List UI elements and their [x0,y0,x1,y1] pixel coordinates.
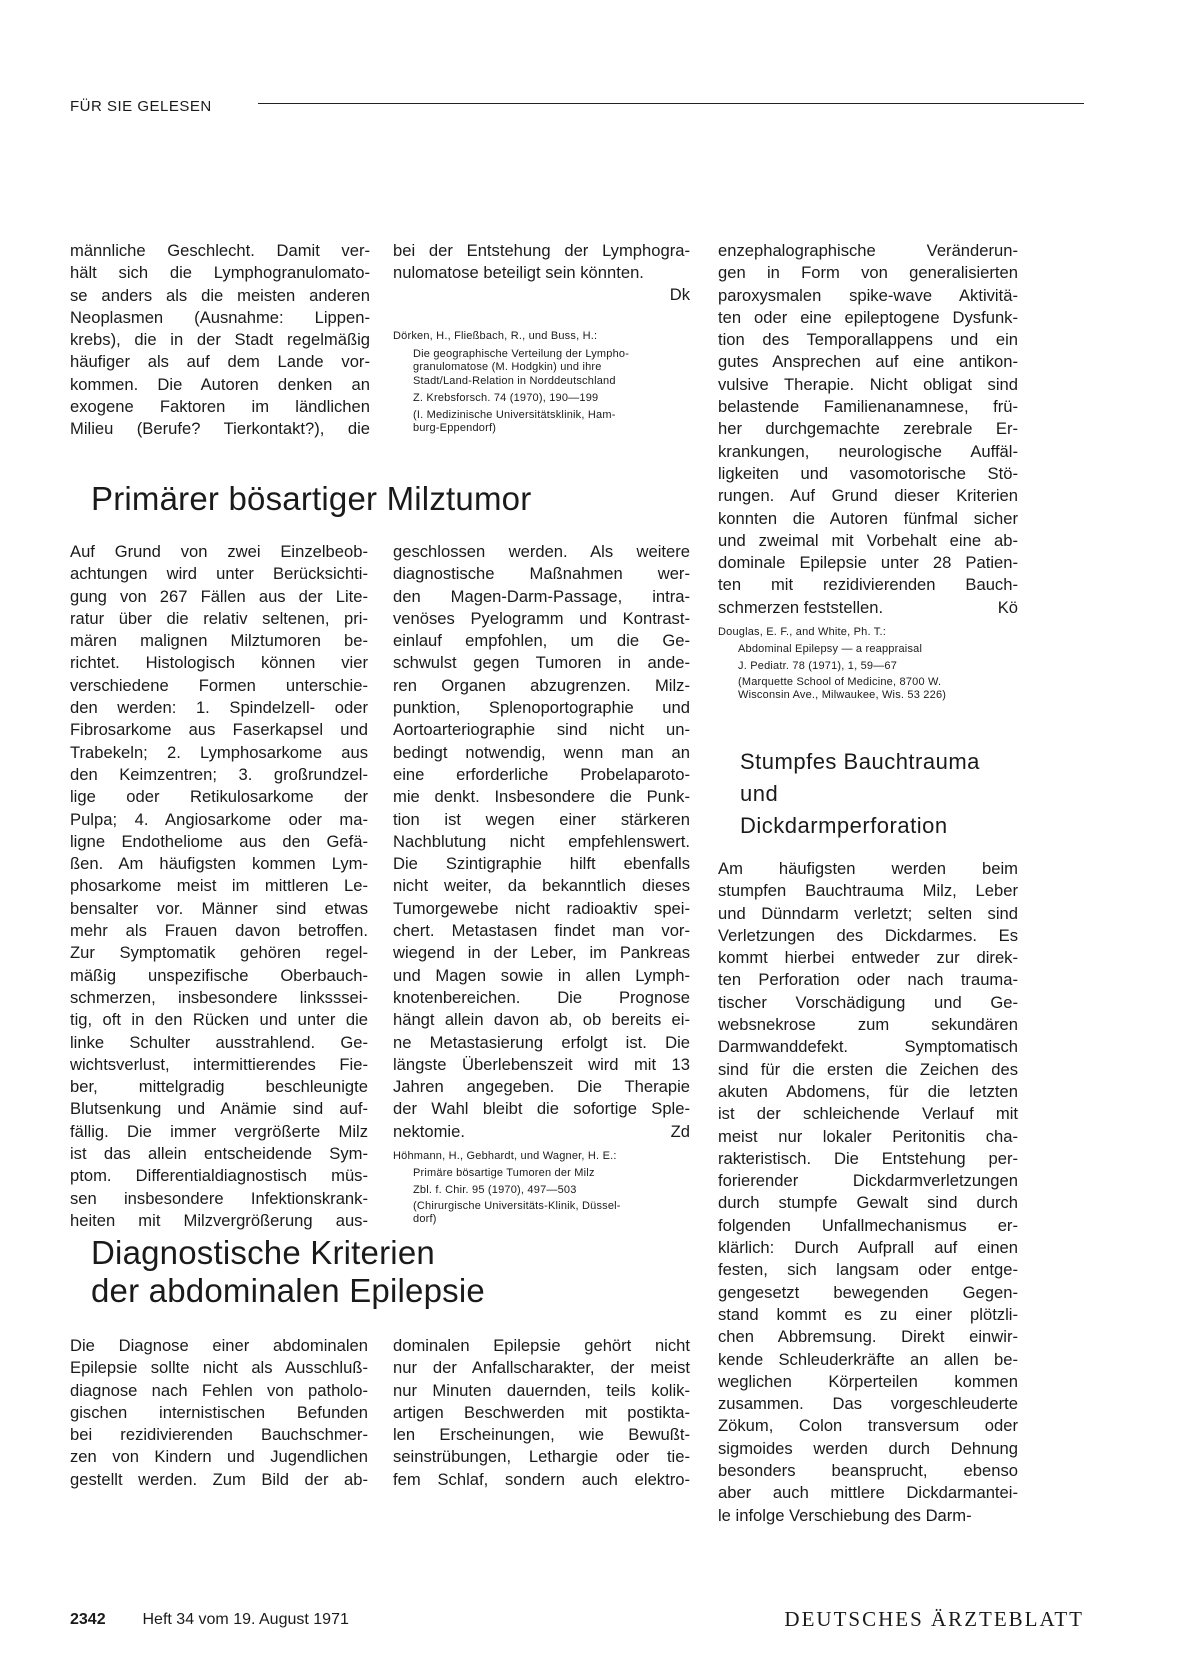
issue-info: Heft 34 vom 19. August 1971 [142,1611,349,1628]
page-number: 2342 [70,1611,106,1628]
text-line: Epilepsie sollte nicht als Ausschluß- [70,1358,368,1378]
text-line: krankungen, neurologische Auffäl- [718,441,1018,461]
footer [70,1611,349,1629]
text-line: schmerzen, insbesondere linksssei- [70,987,368,1007]
article-1-last-line: nektomie. [393,1122,465,1141]
reference-author: Dörken, H., Fließbach, R., und Buss, H.: [393,330,598,342]
text-line: kommt hierbei entweder zur direk- [718,948,1018,968]
author-initials: Dk [669,285,690,304]
article-1-closing [393,1121,690,1143]
text-line: zusammen. Das vorgeschleuderte [718,1394,1018,1414]
text-line: Auf Grund von zwei Einzelbeob- [70,542,368,561]
text-line: ten mit rezidivierenden Bauch- [718,575,1018,595]
text-line: lige oder Retikulosarkome der [70,787,368,807]
article-title-line: Dickdarmperforation [740,813,948,838]
reference-line: Stadt/Land-Relation in Norddeutschland [413,374,616,387]
text-line: enzephalographische Veränderun- [718,241,1018,260]
text-line: ist das allein entscheidende Sym- [70,1144,368,1164]
text-line: bei der Entstehung der Lymphogra- [393,241,690,260]
text-line: mehr als Frauen davon betroffen. [70,921,368,941]
text-line: besonders beansprucht, ebenso [718,1461,1018,1481]
text-line: mäßig unspezifische Oberbauch- [70,965,368,985]
text-line: Verletzungen des Dickdarmes. Es [718,925,1018,945]
reference-line: (I. Medizinische Universitätsklinik, Ham- [413,409,616,422]
text-line: nicht weiter, da bekanntlich dieses [393,876,690,896]
text-line: gengesetzt bewegenden Gegen- [718,1282,1018,1302]
text-line: chert. Metastasen findet man vor- [393,921,690,941]
text-line: durch stumpfe Gewalt sind durch [718,1193,1018,1213]
article-3-column [718,858,1018,1505]
text-line: nulomatose beteiligt sein könnten. [393,263,644,283]
text-line: und Dünndarm verletzt; selten sind [718,903,1018,923]
text-line: und Magen sowie in allen Lymph- [393,965,690,985]
text-line: exogene Faktoren im ländlichen [70,397,370,417]
text-line: aber auch mittlere Dickdarmantei- [718,1483,1018,1503]
text-line: der Wahl bleibt die sofortige Sple- [393,1099,690,1119]
text-line: Fibrosarkome aus Faserkapsel und [70,720,368,740]
text-line: ratur über die relativ seltenen, pri- [70,608,368,628]
reference-line: Die geographische Verteilung der Lympho- [413,348,630,361]
reference-2 [393,1150,693,1226]
text-line: folgenden Unfallmechanismus er- [718,1215,1018,1235]
text-line: seinstrübungen, Lethargie oder tie- [393,1447,690,1467]
text-line: weglichen Körperteilen kommen [718,1371,1018,1391]
text-line: hält sich die Lymphogranulomato- [70,263,370,283]
header-rule [258,103,1084,104]
text-line: Die Szintigraphie hilft ebenfalls [393,854,690,874]
text-line: tion des Temporallappens und ein [718,330,1018,350]
text-line: forierender Dickdarmverletzungen [718,1171,1018,1191]
text-line: achtungen wird unter Berücksichti- [70,564,368,584]
reference-author: Höhmann, H., Gebhardt, und Wagner, H. E.: [393,1150,617,1162]
article-title-line: und [740,781,779,806]
text-line: häufiger als auf dem Lande vor- [70,352,370,372]
text-line: verschiedene Formen unterschie- [70,675,368,695]
article-3-last [718,1505,1018,1527]
text-line: ptom. Differentialdiagnostisch müs- [70,1166,368,1186]
author-initials: Zd [670,1122,690,1141]
reference-line: granulomatose (M. Hodgkin) und ihre [413,361,602,374]
text-line: ten Perforation oder nach trauma- [718,970,1018,990]
text-line: festen, sich langsam oder entge- [718,1260,1018,1280]
text-line: Die Diagnose einer abdominalen [70,1336,368,1355]
text-line: stumpfen Bauchtrauma Milz, Leber [718,881,1018,901]
text-line: ten oder eine epileptogene Dysfunk- [718,307,1018,327]
text-line: sen insbesondere Infektionskrank- [70,1188,368,1208]
text-line: Aortoarteriographie sind nicht un- [393,720,690,740]
reference-line: Wisconsin Ave., Milwaukee, Wis. 53 226) [738,688,947,701]
article-title-line: der abdominalen Epilepsie [91,1272,485,1309]
journal-name: DEUTSCHES ÄRZTEBLATT [784,1607,1084,1631]
text-line: mären malignen Milztumoren be- [70,631,368,651]
article-2-column-1 [70,1335,368,1491]
text-line: und zweimal mit Vorbehalt eine ab- [718,530,1018,550]
continued-text-column-1 [70,240,370,441]
text-line: artigen Beschwerden mit postikta- [393,1402,690,1422]
text-line: Pulpa; 4. Angiosarkome oder ma- [70,809,368,829]
text-line: ber, mittelgradig beschleunigte [70,1077,368,1097]
text-line: len Erscheinungen, wie Bewußt- [393,1425,690,1445]
article-2-last-line: schmerzen feststellen. [718,598,884,617]
reference-line: Primäre bösartige Tumoren der Milz [413,1167,595,1180]
text-line: akuten Abdomens, für die letzten [718,1081,1018,1101]
text-line: wiegend in der Leber, im Pankreas [393,943,690,963]
text-line: venöses Pyelogramm und Kontrast- [393,608,690,628]
text-line: wichtsverlust, intermittierendes Fie- [70,1054,368,1074]
article-1-column-2 [393,541,690,1121]
text-line: nur der Anfallscharakter, der meist [393,1358,690,1378]
text-line: rakteristisch. Die Entstehung per- [718,1148,1018,1168]
text-line: richtet. Histologisch können vier [70,653,368,673]
text-line: hängt allein davon ab, ob bereits ei- [393,1010,690,1030]
text-line: ren Organen abzugrenzen. Milz- [393,675,690,695]
article-2-column-3 [718,240,1018,597]
text-line: gen in Form von generalisierten [718,263,1018,283]
text-line: Blutsenkung und Anämie sind auf- [70,1099,368,1119]
reference-1 [393,330,693,435]
text-line: bensalter vor. Männer sind etwas [70,898,368,918]
text-line: Neoplasmen (Ausnahme: Lippen- [70,307,370,327]
text-line: heiten mit Milzvergrößerung aus- [70,1210,368,1230]
text-line: eine erforderliche Probelaparoto- [393,764,690,784]
text-line: ßen. Am häufigsten kommen Lym- [70,854,368,874]
reference-3 [718,626,1028,702]
text-line: schwulst gegen Tumoren in ande- [393,653,690,673]
text-line: zen von Kindern und Jugendlichen [70,1447,368,1467]
text-line: tig, oft in den Rücken und unter die [70,1010,368,1030]
text-line: gischen internistischen Befunden [70,1402,368,1422]
reference-line: Z. Krebsforsch. 74 (1970), 190—199 [413,391,599,404]
reference-line: dorf) [413,1212,437,1225]
text-line: websnekrose zum sekundären [718,1015,1018,1035]
text-line: Tumorgewebe nicht radioaktiv spei- [393,898,690,918]
article-title-milztumor: Primärer bösartiger Milztumor [91,480,532,517]
text-line: sind für die ersten die Zeichen des [718,1059,1018,1079]
text-line: klärlich: Durch Aufprall auf einen [718,1238,1018,1258]
article-title-line: Diagnostische Kriterien [91,1234,435,1271]
text-line: fällig. Die immer vergrößerte Milz [70,1121,368,1141]
text-line: Trabekeln; 2. Lymphosarkome aus [70,742,368,762]
text-line: bei rezidivierenden Bauchschmer- [70,1425,368,1445]
reference-author: Douglas, E. F., and White, Ph. T.: [718,626,887,638]
text-line: rungen. Auf Grund dieser Kriterien [718,486,1018,506]
text-line: stand kommt es zu einer plötzli- [718,1304,1018,1324]
text-line: einlauf empfohlen, um die Ge- [393,631,690,651]
reference-line: (Chirurgische Universitäts-Klinik, Düssel- [413,1199,621,1212]
text-line: Darmwanddefekt. Symptomatisch [718,1037,1018,1057]
text-line: linke Schulter ausstrahlend. Ge- [70,1032,368,1052]
text-line: Nachblutung nicht empfehlenswert. [393,831,690,851]
text-line: Milieu (Berufe? Tierkontakt?), die [70,419,370,439]
article-2-column-2 [393,1335,690,1491]
text-line: mie denkt. Insbesondere die Punk- [393,787,690,807]
text-line: nur Minuten dauernden, teils kolik- [393,1380,690,1400]
text-line: kende Schleuderkräfte an allen be- [718,1349,1018,1369]
text-line: Zur Symptomatik gehören regel- [70,943,368,963]
continued-text-column-2 [393,240,690,285]
article-title-line: Stumpfes Bauchtrauma [740,749,980,774]
article-3-last-line: le infolge Verschiebung des Darm- [718,1506,972,1525]
article-1-column-1 [70,541,368,1232]
text-line: dominale Epilepsie unter 28 Patien- [718,553,1018,573]
reference-line: Zbl. f. Chir. 95 (1970), 497—503 [413,1184,577,1197]
text-line: phosarkome meist im mittleren Le- [70,876,368,896]
text-line: gung von 267 Fällen aus der Lite- [70,586,368,606]
text-line: chen Abbremsung. Direkt einwir- [718,1327,1018,1347]
reference-line: Abdominal Epilepsy — a reappraisal [738,643,923,656]
reference-line: burg-Eppendorf) [413,422,497,435]
text-line: konnten die Autoren fünfmal sicher [718,508,1018,528]
text-line: gutes Ansprechen auf eine antikon- [718,352,1018,372]
text-line: vulsive Therapie. Nicht obligat sind [718,374,1018,394]
text-line: ligkeiten und vasomotorische Stö- [718,463,1018,483]
text-line: gestellt werden. Zum Bild der ab- [70,1469,368,1489]
text-line: fem Schlaf, sondern auch elektro- [393,1469,690,1489]
text-line: ligne Endotheliome aus den Gefä- [70,831,368,851]
reference-line: (Marquette School of Medicine, 8700 W. [738,675,942,688]
text-line: meist nur lokaler Peritonitis cha- [718,1126,1018,1146]
article-title-bauchtrauma [740,746,980,842]
text-line: tischer Vorschädigung und Ge- [718,992,1018,1012]
text-line: diagnose nach Fehlen von patholo- [70,1380,368,1400]
text-line: knotenbereichen. Die Prognose [393,987,690,1007]
text-line: männliche Geschlecht. Damit ver- [70,241,370,260]
text-line: den Keimzentren; 3. großrundzel- [70,764,368,784]
article-title-epilepsie [91,1234,485,1310]
text-line: den Magen-Darm-Passage, intra- [393,586,690,606]
reference-line: J. Pediatr. 78 (1971), 1, 59—67 [738,660,898,673]
section-label: FÜR SIE GELESEN [70,98,212,115]
text-line: her durchgemachte zerebrale Er- [718,419,1018,439]
text-line: ist der schleichende Verlauf mit [718,1104,1018,1124]
text-line: Jahren angegeben. Die Therapie [393,1077,690,1097]
text-line: paroxysmalen spike-wave Aktivitä- [718,285,1018,305]
text-line: belastende Familienanamnese, frü- [718,397,1018,417]
text-line: tion ist wegen einer stärkeren [393,809,690,829]
text-line: ne Metastasierung erfolgt ist. Die [393,1032,690,1052]
text-line: längste Überlebenszeit wird mit 13 [393,1054,690,1074]
text-line: dominalen Epilepsie gehört nicht [393,1336,690,1355]
text-line: kommen. Die Autoren denken an [70,374,370,394]
text-line: Am häufigsten werden beim [718,859,1018,878]
text-line: geschlossen werden. Als weitere [393,542,690,561]
text-line: Zökum, Colon transversum oder [718,1416,1018,1436]
text-line: punktion, Splenoportographie und [393,698,690,718]
continued-text-signature [393,284,690,306]
article-2-closing [718,597,1018,619]
text-line: krebs), die in der Stadt regelmäßig [70,330,370,350]
text-line: se anders als die meisten anderen [70,285,370,305]
text-line: bedingt notwendig, wenn man an [393,742,690,762]
text-line: den werden: 1. Spindelzell- oder [70,698,368,718]
text-line: sigmoides werden durch Dehnung [718,1438,1018,1458]
author-initials: Kö [997,598,1018,617]
text-line: diagnostische Maßnahmen wer- [393,564,690,584]
